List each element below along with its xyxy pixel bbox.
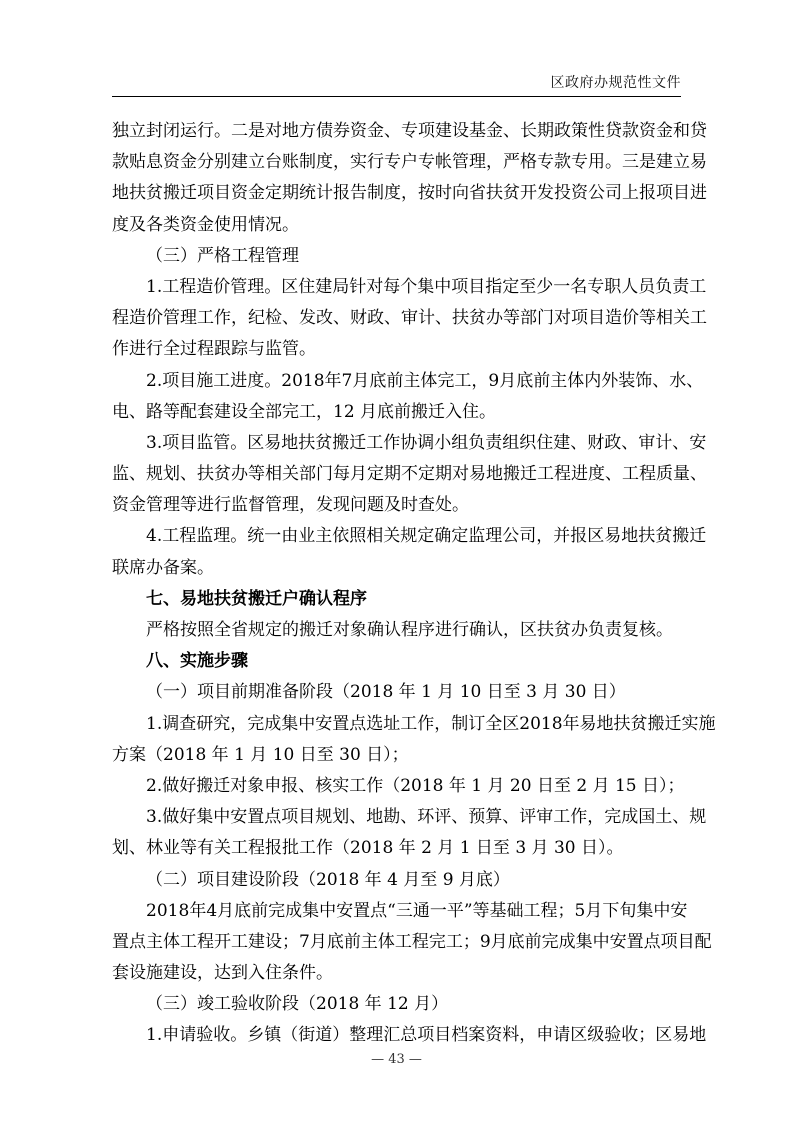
text-line: 2.做好搬迁对象申报、核实工作（2018 年 1 月 20 日至 2 月 15 日）；	[146, 775, 685, 796]
header-rule	[112, 96, 681, 97]
text-line: 1.申请验收。乡镇（街道）整理汇总项目档案资料，申请区级验收；区易地	[146, 1025, 707, 1046]
text-line: 资金管理等进行监督管理，发现问题及时查处。	[112, 495, 469, 516]
text-line: 3 . 做 好 集 中 安 置 点 项 目 规 划 、 地 勘 、 环 评 、 预 算 、 评 审 工 作 ， 完 成 国 土 、 规	[146, 807, 707, 828]
text-line: 度及各类资金使用情况。	[112, 214, 299, 235]
text-line: 1 . 调 查 研 究 ， 完 成 集 中 安 置 点 选 址 工 作 ， 制 订 全 区 2 0 1 8 年 易 地 扶 贫 搬 迁 实 施	[146, 713, 716, 734]
document-body	[112, 116, 716, 1052]
text-line: 程 造 价 管 理 工 作 ， 纪 检 、 发 改 、 财 政 、 审 计 、 扶 贫 办 等 部 门 对 项 目 造 价 等 相 关 工	[112, 308, 707, 329]
body-paragraph	[112, 771, 685, 802]
text-line: 八、实施步骤	[146, 651, 248, 672]
text-line: 独 立 封 闭 运 行 。 二 是 对 地 方 债 券 资 金 、 专 项 建 设 基 金 、 长 期 政 策 性 贷 款 资 金 和 贷	[112, 121, 707, 141]
body-paragraph	[112, 1020, 707, 1051]
body-paragraph	[112, 896, 712, 990]
text-line: 置 点 主 体 工 程 开 工 建 设 ； 7 月 底 前 主 体 工 程 完 工 ； 9 月 底 前 完 成 集 中 安 置 点 项 目 配	[112, 931, 712, 952]
text-line: 联席办备案。	[112, 557, 214, 578]
body-paragraph	[112, 615, 682, 646]
text-line: 监 、 规 划 、 扶 贫 办 等 相 关 部 门 每 月 定 期 不 定 期 对 易 地 搬 迁 工 程 进 度 、 工 程 质 量 、	[112, 464, 707, 485]
body-paragraph	[112, 802, 707, 864]
text-line: 4 . 工 程 监 理 。 统 一 由 业 主 依 照 相 关 规 定 确 定 监 理 公 司 ， 并 报 区 易 地 扶 贫 搬 迁	[146, 526, 707, 547]
body-paragraph	[112, 272, 707, 366]
body-paragraph	[112, 428, 707, 522]
subsection-heading	[112, 241, 682, 272]
body-paragraph	[112, 709, 716, 771]
section-heading	[112, 646, 682, 677]
text-line: 七、易地扶贫搬迁户确认程序	[146, 588, 367, 609]
body-paragraph	[112, 116, 707, 241]
subsection-heading	[112, 865, 682, 896]
body-paragraph	[112, 521, 707, 583]
text-line: 划、林业等有关工程报批工作（2018 年 2 月 1 日至 3 月 30 日）。	[112, 838, 624, 859]
text-line: （三）严格工程管理	[146, 245, 299, 266]
text-line: 地 扶 贫 搬 迁 项 目 资 金 定 期 统 计 报 告 制 度 ， 按 时 向 省 扶 贫 开 发 投 资 公 司 上 报 项 目 进	[112, 183, 707, 204]
text-line: 方案（2018 年 1 月 10 日至 30 日）；	[112, 744, 409, 765]
text-line: 套设施建设，达到入住条件。	[112, 963, 333, 984]
text-line: 严格按照全省规定的搬迁对象确认程序进行确认，区扶贫办负责复核。	[146, 620, 673, 640]
text-line: （一）项目前期准备阶段（2018 年 1 月 10 日至 3 月 30 日）	[146, 682, 626, 703]
text-line: 款 贴 息 资 金 分 别 建 立 台 账 制 度 ， 实 行 专 户 专 帐 管 理 ， 严 格 专 款 专 用 。 三 是 建 立 易	[112, 152, 707, 173]
text-line: 2 0 1 8 年 4 月 底 前 完 成 集 中 安 置 点 “ 三 通 一 平 ” 等 基 础 工 程 ； 5 月 下 旬 集 中 安	[146, 900, 688, 921]
body-paragraph	[112, 366, 704, 428]
section-heading	[112, 584, 682, 615]
text-line: 作进行全过程跟踪与监管。	[112, 339, 316, 360]
document-header-title: 区政府办规范性文件	[550, 75, 681, 91]
text-line: 1 . 工 程 造 价 管 理 。 区 住 建 局 针 对 每 个 集 中 项 目 指 定 至 少 一 名 专 职 人 员 负 责 工	[146, 276, 707, 297]
text-line: 2 . 项 目 施 工 进 度 。 2 0 1 8 年 7 月 底 前 主 体 完 工 ， 9 月 底 前 主 体 内 外 装 饰 、 水 、	[146, 370, 704, 391]
page-number: — 43 —	[371, 1052, 422, 1067]
subsection-heading	[112, 677, 682, 708]
text-line: 3 . 项 目 监 管 。 区 易 地 扶 贫 搬 迁 工 作 协 调 小 组 负 责 组 织 住 建 、 财 政 、 审 计 、 安	[146, 432, 707, 453]
subsection-heading	[112, 989, 682, 1020]
text-line: （二）项目建设阶段（2018 年 4 月至 9 月底）	[146, 869, 510, 890]
text-line: （三）竣工验收阶段（2018 年 12 月）	[146, 994, 449, 1015]
text-line: 电、路等配套建设全部完工，12 月底前搬迁入住。	[112, 401, 497, 422]
